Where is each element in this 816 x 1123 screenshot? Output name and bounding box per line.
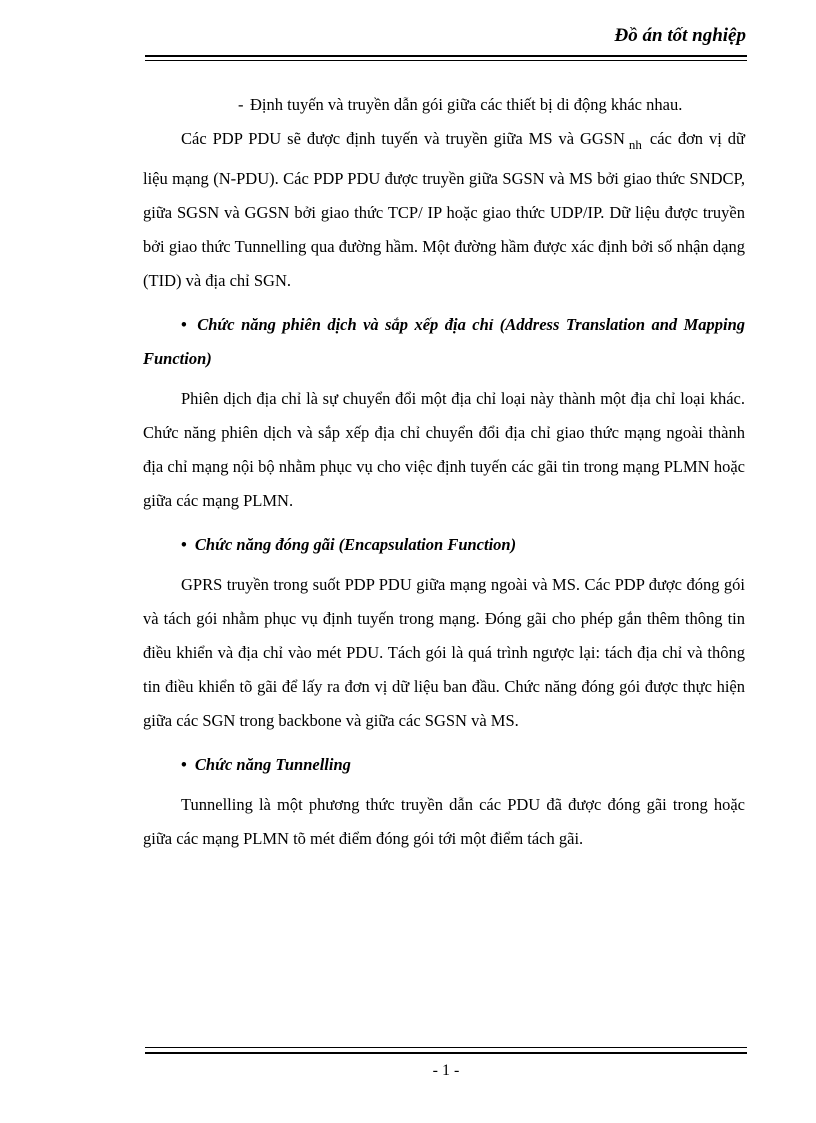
paragraph-tunnelling: Tunnelling là một phương thức truyền dẫn các PDU đã được đóng gãi trong hoặc giữa các mạng PLMN tõ mét điểm đóng gói tới một điểm tách gãi.	[143, 795, 745, 848]
header-rule-bottom	[145, 60, 747, 61]
heading-text: Chức năng Tunnelling	[194, 755, 351, 774]
dash-list-item	[143, 88, 745, 122]
bullet-icon: •	[181, 315, 187, 334]
paragraph-pdp-routing	[143, 122, 745, 298]
dash-item-text: Định tuyến và truyền dẫn gói giữa các thiết bị di động khác nhau.	[250, 95, 683, 114]
paragraph-text: Các PDP PDU sẽ được định tuyến và truyền giữa MS và GGSN	[181, 129, 625, 148]
page-number: - 1 -	[432, 1062, 460, 1079]
paragraph-text: các đơn vị dữ liệu mạng (N-PDU). Các PDP PDU được truyền giữa SGSN và MS bởi giao thức SNDCP, giữa SGSN và GGSN bởi giao thức TCP/ IP hoặc giao thức UDP/IP. Dữ liệu được truyền bởi giao thức Tunnelling qua đường hầm. Một đường hầm được xác định bởi số nhận dạng (TID) và địa chỉ SGN.	[143, 129, 745, 290]
section-heading-address-translation	[143, 308, 745, 376]
footer-rule-top	[145, 1047, 747, 1048]
bullet-icon: •	[181, 755, 187, 774]
header-title: Đồ án tốt nghiệp	[614, 25, 746, 46]
heading-text: Chức năng phiên dịch và sắp xếp địa chỉ (Address Translation and Mapping Function)	[143, 315, 746, 368]
section-heading-encapsulation	[143, 528, 745, 562]
footer-rule-bottom	[145, 1052, 747, 1054]
header-rule-top	[145, 55, 747, 57]
paragraph-encapsulation: GPRS truyền trong suốt PDP PDU giữa mạng ngoài và MS. Các PDP được đóng gói và tách gói nhằm phục vụ định tuyến trong mạng. Đóng gãi cho phép gắn thêm thông tin điều khiển và địa chỉ vào mét PDU. Tách gói là quá trình ngược lại: tách địa chỉ và thông tin điều khiển tõ gãi để lấy ra đơn vị dữ liệu ban đầu. Chức năng đóng gói được thực hiện giữa các SGN trong backbone và giữa các SGSN và MS.	[143, 575, 745, 730]
subscript-text: nh	[628, 137, 642, 152]
section-heading-tunnelling	[143, 748, 745, 782]
heading-text: Chức năng đóng gãi (Encapsulation Function)	[194, 535, 517, 554]
paragraph-address-translation: Phiên dịch địa chỉ là sự chuyển đổi một địa chỉ loại này thành một địa chỉ loại khác. Chức năng phiên dịch và sắp xếp địa chỉ chuyển đổi địa chỉ giao thức mạng ngoài thành địa chỉ mạng nội bộ nhằm phục vụ cho việc định tuyến các gãi tin trong mạng PLMN hoặc giữa các mạng PLMN.	[143, 389, 745, 510]
bullet-icon: •	[181, 535, 187, 554]
dash-marker: -	[238, 95, 244, 114]
document-body	[143, 88, 745, 856]
